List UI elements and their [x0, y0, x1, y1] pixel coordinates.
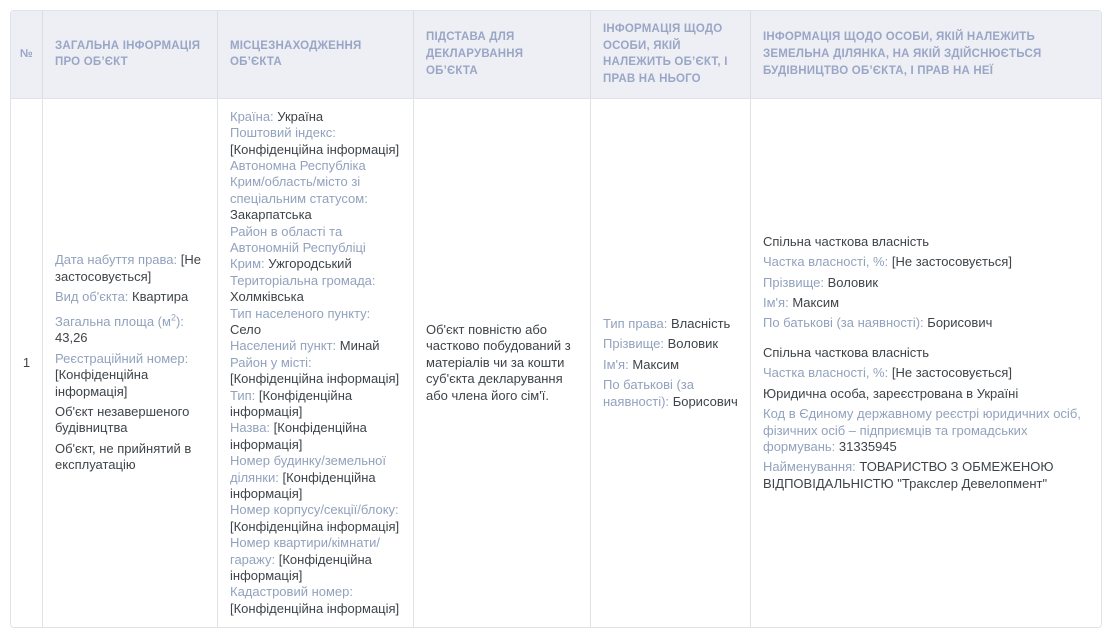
field-label: Назва: [230, 420, 271, 436]
field-value: Закарпатська [230, 207, 312, 223]
field-line [55, 310, 205, 347]
table-header-row [11, 11, 1101, 99]
field-value: Максим [632, 356, 680, 372]
table-row [11, 99, 1101, 628]
field-line [230, 535, 401, 584]
field-value: [Конфіденційна інформація] [230, 371, 400, 387]
field-value: [Конфіденційна інформація] [230, 469, 376, 502]
field-label: Поштовий індекс: [230, 125, 336, 141]
field-line [763, 275, 1089, 291]
field-label: Код в Єдиному державному реєстрі юридичних осіб, фізичних осіб – підприємців та громадських формувань: [763, 406, 1081, 454]
field-line [763, 295, 1089, 311]
field-line [230, 453, 401, 502]
field-label: Район в області та Автономній Республіці Крим: [230, 223, 366, 272]
field-value: Власність [671, 315, 731, 331]
field-value: Холмківська [230, 289, 304, 305]
field-value: Об'єкт незавершеного будівництва [55, 403, 190, 436]
field-line [426, 322, 578, 404]
declaration-table [10, 10, 1102, 628]
field-line [230, 338, 401, 354]
cell-general-info [43, 99, 218, 628]
field-line [763, 406, 1089, 455]
field-line [230, 273, 401, 306]
field-value: Село [230, 321, 262, 337]
field-value: Спільна часткова власність [763, 233, 930, 249]
field-label: Найменування: [763, 459, 856, 475]
field-line [603, 316, 738, 332]
field-line [230, 158, 401, 224]
field-line [55, 441, 205, 474]
field-value: [Конфіденційна інформація] [230, 600, 400, 616]
field-line [230, 306, 401, 339]
row-number: 1 [11, 99, 43, 628]
cell-land-owner [751, 99, 1101, 628]
field-value: [Не застосовується] [891, 254, 1012, 270]
field-label: Тип права: [603, 315, 668, 331]
field-label: Країна: [230, 108, 274, 124]
field-label: Номер будинку/земельної ділянки: [230, 453, 386, 485]
field-value: [Конфіденційна інформація] [230, 420, 367, 452]
field-value: [Не застосовується] [55, 252, 201, 284]
field-label: Тип населеного пункту: [230, 305, 371, 321]
field-line [55, 404, 205, 437]
field-label: Вид об'єкта: [55, 289, 129, 305]
field-value: Юридична особа, зареєстрована в Україні [763, 385, 1019, 401]
field-line [230, 125, 401, 158]
field-line [55, 351, 205, 400]
cell-object-owner [591, 99, 751, 628]
field-value: Ужгородський [268, 256, 352, 272]
field-value: 31335945 [838, 438, 897, 454]
field-value: [Конфіденційна інформація] [230, 518, 400, 534]
field-line [230, 109, 401, 125]
field-label: Частка власності, %: [763, 365, 889, 381]
field-value: Об'єкт, не прийнятий в експлуатацію [55, 440, 192, 473]
col-header-number: № [11, 11, 43, 98]
field-label: Район у місті: [230, 354, 312, 370]
field-line [230, 388, 401, 421]
field-label: Реєстраційний номер: [55, 350, 189, 366]
field-value: Минай [339, 338, 380, 354]
field-label: Населений пункт: [230, 338, 337, 354]
field-label: Ім'я: [763, 295, 789, 311]
field-line [55, 289, 205, 305]
field-value: Борисович [927, 315, 993, 331]
field-label: Територіальна громада: [230, 272, 376, 288]
field-line [763, 315, 1089, 331]
field-label: Номер квартири/кімнати/гаражу: [230, 535, 381, 567]
col-header-general-info: ЗАГАЛЬНА ІНФОРМАЦІЯ ПРО ОБ’ЄКТ [43, 11, 218, 98]
field-line [603, 357, 738, 373]
field-value: [Конфіденційна інформація] [230, 551, 372, 584]
field-label: Частка власності, %: [763, 254, 889, 270]
field-line [763, 345, 1089, 361]
field-line [763, 386, 1089, 402]
field-line [55, 252, 205, 285]
field-value: ТОВАРИСТВО З ОБМЕЖЕНОЮ ВІДПОВІДАЛЬНІСТЮ "Тракслер Девелопмент" [763, 459, 1054, 491]
field-value: Об'єкт повністю або частково побудований з матеріалів чи за кошти суб'єкта декларування або члена його сім'ї. [426, 321, 571, 403]
field-line [763, 254, 1089, 270]
field-line [603, 336, 738, 352]
field-line [230, 355, 401, 388]
field-label: Дата набуття права: [55, 252, 178, 268]
field-line [603, 377, 738, 410]
field-value: [Конфіденційна інформація] [230, 387, 353, 419]
field-value: Воловик [667, 336, 719, 352]
cell-location [218, 99, 414, 628]
col-header-location: МІСЦЕЗНАХОДЖЕННЯ ОБ’ЄКТА [218, 11, 414, 98]
field-label: По батькові (за наявності): [603, 377, 694, 409]
field-line [230, 584, 401, 617]
field-label: Номер корпусу/секції/блоку: [230, 502, 399, 518]
field-label: Прізвище: [763, 274, 824, 290]
field-line [763, 365, 1089, 381]
field-line [763, 459, 1089, 492]
field-value: Максим [792, 295, 840, 311]
field-value: Україна [277, 108, 324, 124]
field-line [230, 224, 401, 273]
field-value: [Конфіденційна інформація] [230, 141, 400, 157]
field-value: Спільна часткова власність [763, 344, 930, 360]
field-label: Автономна Республіка Крим/область/місто зі спеціальним статусом: [230, 157, 368, 206]
field-value: 43,26 [55, 330, 88, 346]
field-value: [Конфіденційна інформація] [55, 367, 149, 399]
col-header-object-owner: ІНФОРМАЦІЯ ЩОДО ОСОБИ, ЯКІЙ НАЛЕЖИТЬ ОБ’ЄКТ, І ПРАВ НА НЬОГО [591, 11, 751, 98]
field-label: По батькові (за наявності): [763, 315, 924, 331]
field-line [230, 420, 401, 453]
field-label: Прізвище: [603, 336, 664, 352]
superscript: 2 [170, 312, 176, 323]
col-header-declaration-basis: ПІДСТАВА ДЛЯ ДЕКЛАРУВАННЯ ОБ’ЄКТА [414, 11, 591, 98]
field-line [763, 234, 1089, 250]
field-label: Тип: [230, 387, 256, 403]
field-label: Ім'я: [603, 356, 629, 372]
field-label: Загальна площа $(м^2)$: [55, 312, 184, 329]
cell-declaration-basis [414, 99, 591, 628]
field-value: Воловик [827, 274, 879, 290]
col-header-land-owner: ІНФОРМАЦІЯ ЩОДО ОСОБИ, ЯКІЙ НАЛЕЖИТЬ ЗЕМЕЛЬНА ДІЛЯНКА, НА ЯКІЙ ЗДІЙСНЮЄТЬСЯ БУДІВНИЦТВО ОБ’ЄКТА, І ПРАВ НА НЕЇ [763, 31, 1042, 77]
field-value: Квартира [132, 289, 189, 305]
field-label: Кадастровий номер: [230, 584, 353, 600]
field-line [230, 502, 401, 535]
field-value: [Не застосовується] [891, 365, 1012, 381]
field-value: Борисович [672, 393, 738, 409]
